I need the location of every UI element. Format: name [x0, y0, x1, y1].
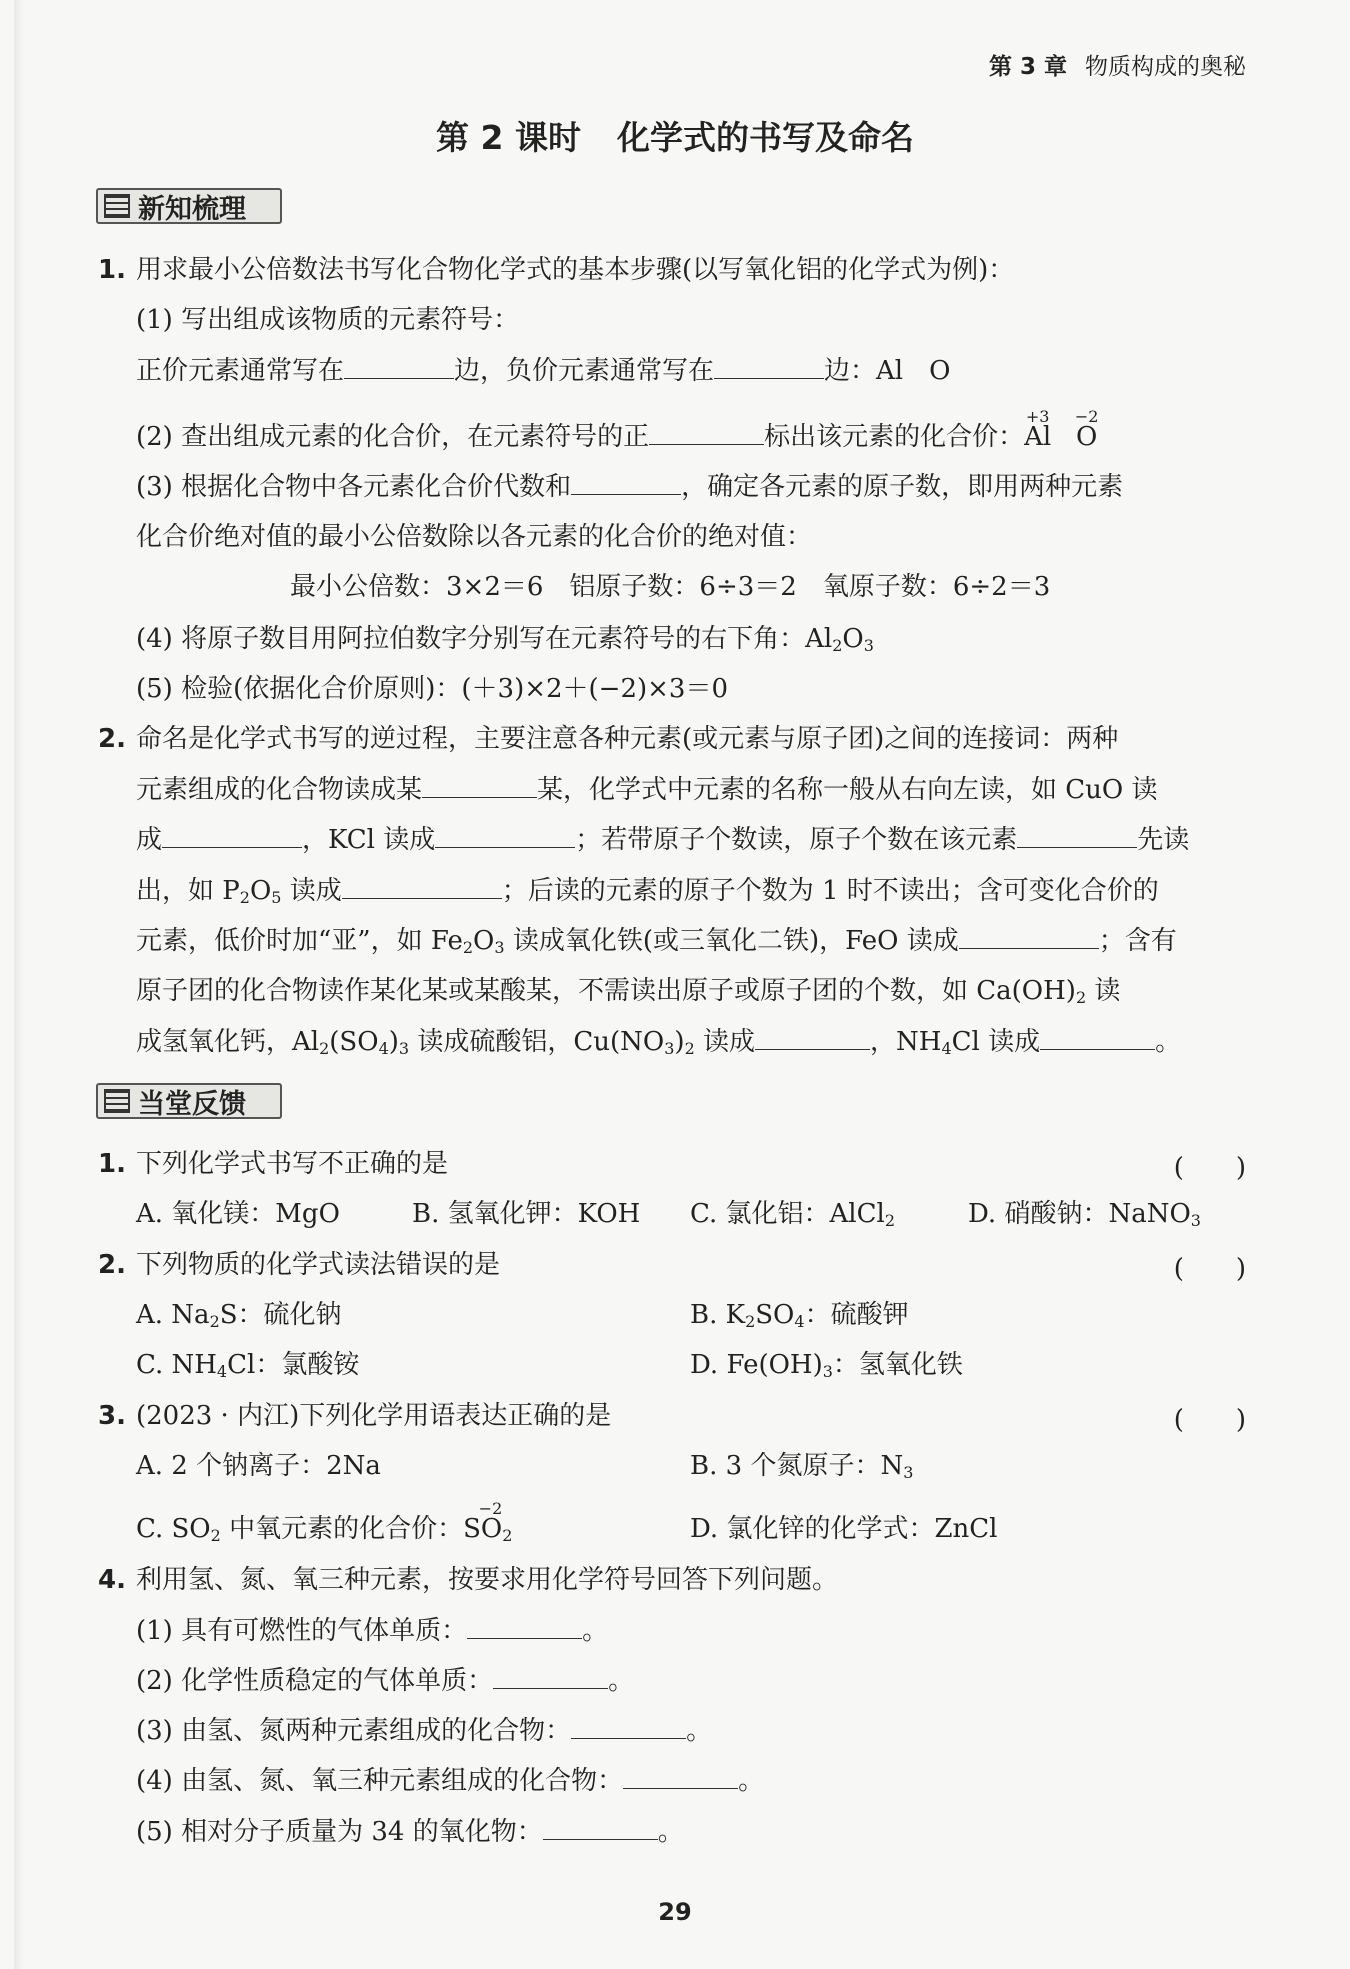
option-b[interactable]: B. $K_2SO_4$：硫酸钾	[690, 1300, 909, 1331]
lesson-topic: 化学式的书写及命名	[616, 118, 914, 157]
answer-blank[interactable]	[493, 1664, 608, 1689]
lesson-number: 第 2 课时	[436, 118, 581, 157]
answer-blank[interactable]	[959, 924, 1099, 949]
answer-bracket[interactable]: ( )	[1173, 1153, 1246, 1183]
page-spine-shadow	[14, 0, 24, 1969]
section-tag-classroom-feedback: 当堂反馈	[96, 1083, 282, 1119]
answer-blank[interactable]	[162, 823, 302, 848]
option-d[interactable]: D. 硝酸钠：NaNO$_3$	[968, 1199, 1201, 1230]
step-1: (1) 写出组成该物质的元素符号：	[136, 305, 520, 335]
section-tag-new-knowledge: 新知梳理	[96, 188, 282, 224]
answer-blank[interactable]	[571, 470, 681, 495]
answer-blank[interactable]	[623, 1764, 738, 1789]
feedback-q2-stem: 2. 下列物质的化学式读法错误的是	[98, 1250, 500, 1280]
q4-part-1: (1) 具有可燃性的气体单质： 。	[136, 1616, 609, 1646]
question-2-line-5: 元素，低价时加“亚”，如 $Fe_2O_3$ 读成氧化铁(或三氧化二铁)，FeO 读成 ；含有	[136, 926, 1177, 957]
feedback-q3-stem: 3. (2023 · 内江)下列化学用语表达正确的是	[98, 1401, 612, 1431]
page-number: 29	[658, 1898, 692, 1926]
step-5: (5) 检验(依据化合价原则)：(＋3)×2＋(−2)×3＝0	[136, 674, 729, 704]
q4-part-5: (5) 相对分子质量为 34 的氧化物： 。	[136, 1817, 684, 1847]
option-a[interactable]: A. 2 个钠离子：2Na	[136, 1451, 381, 1481]
chapter-number: 第 3 章	[988, 54, 1067, 80]
q4-part-3: (3) 由氢、氮两种元素组成的化合物： 。	[136, 1716, 713, 1746]
step-1-fill: 正价元素通常写在 边，负价元素通常写在 边：Al O	[136, 356, 951, 386]
feedback-q4-stem: 4. 利用氢、氮、氧三种元素，按要求用化学符号回答下列问题。	[98, 1565, 838, 1595]
answer-blank[interactable]	[422, 773, 537, 798]
q4-part-4: (4) 由氢、氮、氧三种元素组成的化合物： 。	[136, 1766, 765, 1796]
pencil-icon	[104, 1089, 130, 1113]
option-d[interactable]: D. $Fe(OH)_3$：氢氧化铁	[690, 1350, 963, 1381]
question-2-line-4: 出，如 $P_2O_5$ 读成 ；后读的元素的原子个数为 1 时不读出；含可变化合价的	[136, 876, 1159, 907]
answer-blank[interactable]	[1017, 823, 1137, 848]
option-a[interactable]: A. $Na_2S$：硫化钠	[136, 1300, 342, 1331]
answer-blank[interactable]	[649, 420, 764, 445]
answer-blank[interactable]	[714, 354, 824, 379]
option-c[interactable]: C. 氯化铝：AlCl$_2$	[690, 1199, 895, 1230]
answer-blank[interactable]	[543, 1815, 658, 1840]
answer-blank[interactable]	[467, 1614, 582, 1639]
answer-bracket[interactable]: ( )	[1173, 1254, 1246, 1284]
step-2: (2) 查出组成元素的化合价，在元素符号的正 标出该元素的化合价： +3 Al −2 O	[136, 407, 1099, 452]
question-2-line-7: 成氢氧化钙，$Al_2(SO_4)_3$ 读成硫酸铝，$Cu(NO_3)_2$ 读成 ，$NH_4Cl$ 读成 。	[136, 1027, 1182, 1058]
question-2-line-3: 成 ，KCl 读成 ；若带原子个数读，原子个数在该元素 先读	[136, 825, 1190, 855]
running-header	[989, 48, 1246, 81]
question-2-line-1: 2. 命名是化学式书写的逆过程，主要注意各种元素(或元素与原子团)之间的连接词：两种	[98, 724, 1119, 754]
chapter-title: 物质构成的奥秘	[1085, 54, 1246, 80]
answer-blank[interactable]	[344, 354, 454, 379]
question-2-line-2: 元素组成的化合物读成某 某，化学式中元素的名称一般从右向左读，如 CuO 读	[136, 775, 1158, 805]
step-3: (3) 根据化合物中各元素化合价代数和 ，确定各元素的原子数，即用两种元素	[136, 472, 1124, 502]
feedback-q1-stem: 1. 下列化学式书写不正确的是	[98, 1149, 448, 1179]
question-1-stem: 1. 用求最小公倍数法书写化合物化学式的基本步骤(以写氧化铝的化学式为例)：	[98, 255, 1015, 285]
question-2-line-6: 原子团的化合物读作某化某或某酸某，不需读出原子或原子团的个数，如 $Ca(OH)_2$ 读	[136, 976, 1121, 1007]
option-b[interactable]: B. 3 个氮原子：$N_3$	[690, 1451, 914, 1482]
step-3-cont: 化合价绝对值的最小公倍数除以各元素的化合价的绝对值：	[136, 522, 813, 552]
answer-blank[interactable]	[755, 1025, 870, 1050]
answer-blank[interactable]	[342, 874, 502, 899]
answer-blank[interactable]	[1040, 1025, 1155, 1050]
answer-bracket[interactable]: ( )	[1173, 1405, 1246, 1435]
option-d[interactable]: D. 氯化锌的化学式：ZnCl	[690, 1514, 998, 1544]
book-icon	[104, 194, 130, 218]
option-c[interactable]: C. $NH_4Cl$：氯酸铵	[136, 1350, 360, 1381]
answer-blank[interactable]	[435, 823, 575, 848]
option-c[interactable]: C. $SO_2$ 中氧元素的化合价： −2 $SO_2$	[136, 1499, 513, 1545]
q4-part-2: (2) 化学性质稳定的气体单质： 。	[136, 1666, 635, 1696]
step-4: (4) 将原子数目用阿拉伯数字分别写在元素符号的右下角：$Al_2O_3$	[136, 624, 874, 655]
option-b[interactable]: B. 氢氧化钾：KOH	[412, 1199, 641, 1229]
answer-blank[interactable]	[571, 1714, 686, 1739]
page-title	[0, 112, 1350, 159]
step-3-calc: 最小公倍数：3×2＝6 铝原子数：6÷3＝2 氧原子数：6÷2＝3	[290, 572, 1051, 602]
option-a[interactable]: A. 氧化镁：MgO	[136, 1199, 340, 1229]
